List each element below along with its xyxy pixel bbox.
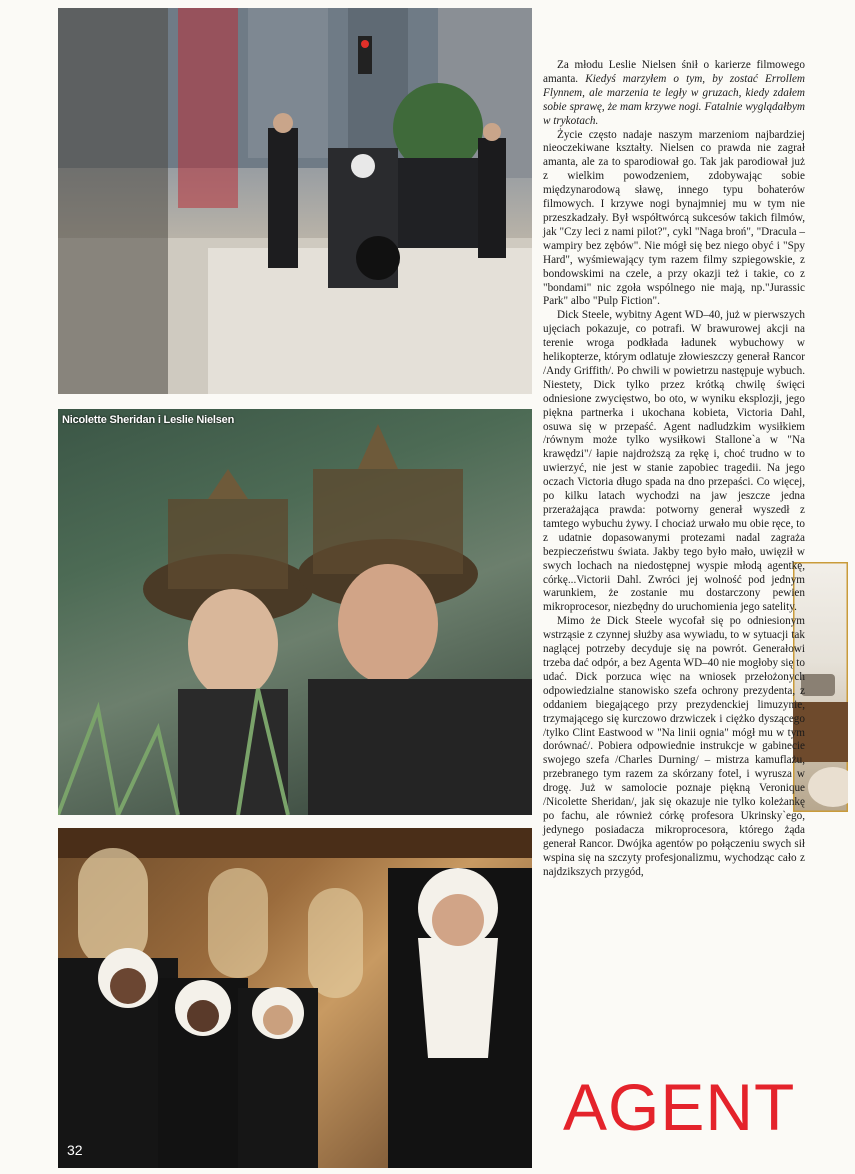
nuns-photo [58,828,532,1168]
hats-photo [58,409,532,815]
article-body [543,59,805,879]
parade-photo [58,8,532,394]
headline: AGENT [563,1070,796,1144]
article-paragraph-4: Mimo że Dick Steele wycofał się po odniesionym wstrząsie z czynnej służby asa wywiadu, to w sytuacji tak naglącej potrzeby decyduje się na powrót. Generałowi trzeba dać odpór, a bez Agenta WD–40 nie mogłoby się to udać. Dick porzuca więc na wniosek przełożonych odpowiedzialne stanowisko szefa ochrony prezydenta, z oddaniem biegającego przy prezydenckiej limuzynie, trzymającego się kurczowo drzwiczek i ciężko dyszącego /tylko Clint Eastwood w "Na linii ognia" mógł mu w tym dorównać/. Pobiera odpowiednie instrukcje w gabinecie swojego szefa /Charles Durning/ – mistrza kamuflażu, przebranego tym razem za skórzany fotel, i wyrusza w drogę. Już w samolocie poznaje piękną Veronique /Nicolette Sheridan/, jak się okazuje nie tylko koleżankę po fachu, ale również córkę profesora Ukrinsky`ego, jedynego posiadacza mikroprocesora, którego żąda generał Rancor. Dwójka agentów po połączeniu swych sił wspina się na szczyty profesjonalizmu, wychodząc cało z najdzikszych przygód, [543,615,805,878]
nuns-illustration [58,828,532,1168]
article-paragraph-3: Dick Steele, wybitny Agent WD–40, już w pierwszych ujęciach pokazuje, co potrafi. W brawurowej akcji na terenie wroga podkłada ładunek wybuchowy w helikopterze, którym odlatuje złowieszczy generał Rancor /Andy Griffith/. Po chwili w powietrzu następuje wybuch. Niestety, Dick tylko przez krótką chwilę święci odniesione zwycięstwo, bo oto, w wyniku eksplozji, jego piękna partnerka i ukochana kobieta, Victoria Dahl, osuwa się w przepaść. Agent nadludzkim wysiłkiem /równym może tylko wysiłkowi Stallone`a w "Na krawędzi"/ łapie najdroższą za rękę i, choć trudno w to uwierzyć, nie jest w stanie zapobiec tragedii. Na jego oczach Victoria długo spada na dno przepaści. Co więcej, po kilku latach wychodzi na jaw jeszcze jedna przerażająca prawda: potworny generał wyszedł z tamtego wybuchu żywy. I chociaż urwało mu obie ręce, to z udatnie dopasowanymi protezami nadal zagraża bezpieczeństwu świata. Jakby tego było mało, uwięził w swych lochach na niedostępnej wyspie młodą agentkę, córkę...Victorii Dahl. Zwróci jej wolność pod jednym warunkiem, że zostanie mu dostarczony pewien mikroprocesor, niezbędny do uruchomienia jego satelity. [543,309,805,614]
hats-illustration [58,409,532,815]
article-paragraph-2: Życie często nadaje naszym marzeniom najbardziej nieoczekiwane kształty. Nielsen co prawda nie zagrał amanta, ale za to sparodiował go. Tak jak parodiował już z wielkim powodzeniem, zdobywając sobie międzynarodową sławę, innego typu bohaterów filmowych. I krzywe nogi bynajmniej mu w tym nie przeszkadzały. Był współtwórcą sukcesów takich filmów, jak "Czy leci z nami pilot?", cykl "Naga broń", "Dracula – wampiry bez zębów". Nie mógł się bez niego obyć i "Spy Hard", wyśmiewający tym razem filmy szpiegowskie, z bondowskimi na czele, a przy okazji też i takie, co z "bondami" nic zgoła wspólnego nie mają, np."Jurassic Park" albo "Pulp Fiction". [543,128,805,308]
article-paragraph-1 [543,59,805,129]
photo-caption: Nicolette Sheridan i Leslie Nielsen [62,414,235,426]
paragraph-1-text: Za młodu Leslie Nielsen śnił o karierze filmowego amanta. [543,59,805,85]
nielsen-quote: Kiedyś marzyłem o tym, by zostać Errollem Flynnem, ale marzenia te legły w gruzach, kiedy zdałem sobie sprawę, że mam krzywe nogi. Fatalnie wyglądałbym w trykotach. [543,72,805,127]
parade-illustration [58,8,532,394]
page-number: 32 [67,1142,83,1158]
